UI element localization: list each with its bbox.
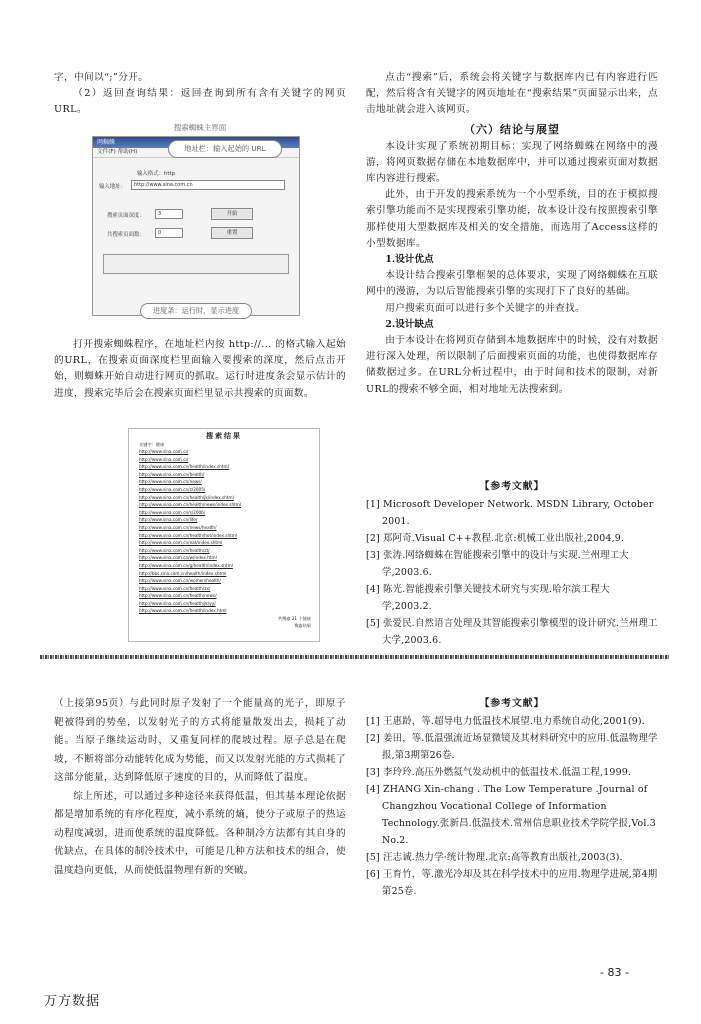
result-link: http://www.sina.com.cn/news/health/ (139, 524, 217, 530)
bottom-left-column (54, 695, 346, 880)
left-description (54, 337, 346, 402)
result-link: http://www.sina.com.cn/health/news/index.shtml (139, 502, 242, 508)
figure1-reset-button: 重置 (211, 227, 253, 239)
figure1-url-label: 输入地址： (99, 184, 126, 190)
figure1-callout-progress: 进度条：运行时，显示进度 (140, 303, 252, 319)
bottom-left-para-2: 综上所述，可以通过多种途径来获得低温，但其基本理论依据都是增加系统的有序化程度，减小系统的熵，使分子或原子的热运动程度减弱，进而使系统的温度降低。各种制冷方法都有其自身的优缺点，在具体的制冷技术中，可能是几种方法和技术的组合，使温度趋向更低，从而使低温物理有新的突破。 (54, 790, 346, 876)
reference-item: [5] 汪志诚.热力学·统计物理.北京:高等教育出版社,2003(3). (366, 852, 623, 863)
result-link: http://bbs.sina.com.cn/health/index.shtml (139, 570, 227, 576)
reference-item: [5] 张爱民.自然语言处理及其智能搜索引擎模型的设计研究.兰州理工大学,2003.6. (366, 618, 658, 646)
figure2-results (128, 428, 320, 642)
figure1-depth-label: 搜索页面深度： (107, 213, 145, 219)
references-top-list (366, 496, 658, 649)
references-bottom-list (366, 713, 658, 900)
figure2-link-list (129, 448, 319, 615)
figure1-depth-input: 3 (155, 209, 183, 219)
top-right-column (366, 70, 658, 398)
reference-item: [2] 姜田，等.低温强流近场显微镜及其材料研究中的应用.低温物理学报,第3期第26卷. (366, 733, 658, 761)
page-number: - 83 - (600, 966, 629, 979)
result-link: http://www.sina.com.cn/health/jk/yy/ (139, 600, 216, 606)
result-link: http://www.sina.com.cn/eat/index.shtml (139, 540, 223, 546)
figure2-footer: 共搜索 21 个链接 (277, 616, 311, 622)
top-left-line-2: （2）返回查询结果：返回查询到所有含有关键字的网页URL。 (54, 88, 346, 116)
top-left-column (54, 70, 346, 119)
references-bottom-title: 【参考文献】 (479, 698, 545, 709)
section-divider (40, 655, 670, 659)
result-link: http://www.sina.com.cn (139, 456, 189, 462)
subheading-disadvantages: 2.设计缺点 (385, 318, 434, 330)
result-link: http://www.sina.com.cn/health/index.html (139, 608, 227, 614)
reference-item: [2] 郑阿奇.Visual C++教程.北京:机械工业出版社,2004,9. (366, 533, 625, 544)
figure2-title: 搜索结果 (206, 431, 242, 440)
result-link: http://www.sina.com.cn/health/hot/index.shtml (139, 532, 238, 538)
reference-item: [3] 李玲玲.高压外燃氦气发动机中的低温技术.低温工程,1999. (366, 767, 632, 778)
reference-item: [4] ZHANG Xin-chang . The Low Temperature .Journal of Changzhou Vocational College of Information Technology.张新昌.低温技术.常州信息职业技术学院学报,Vol.3 No.2. (366, 784, 656, 846)
figure1-url-input: http://www.sina.com.cn (131, 180, 285, 190)
figure1-start-button: 开始 (211, 208, 253, 220)
figure1-callout-url: 地址栏：输入起始的 URL (168, 140, 282, 158)
result-link: http://www.sina.com.cn/health/zx/ (139, 585, 211, 591)
top-left-line-1: 字，中间以“;”分开。 (54, 72, 149, 83)
figure1-menubar: 文件(F) 帮助(H) (93, 148, 299, 158)
left-description-text: 打开搜索蜘蛛程序，在地址栏内按 http://... 的格式输入起始的URL，在搜索页面深度栏里面输入要搜索的深度，然后点击开始，则蜘蛛开始自动进行网页的抓取。运行时进度条会显示估计的进度，搜索完毕后会在搜索页面栏里显示共搜索的页面数。 (54, 339, 346, 399)
figure1-url-hint: 输入格式：http (137, 171, 176, 177)
result-link: http://www.sina.com.cn/health/zt/ (139, 547, 210, 553)
bottom-left-para-1: （上接第95页）与此同时原子发射了一个能量高的光子，即原子靶被得到的势垒，以发射光子的方式将能量散发出去，损耗了动能。当原子继续运动时，又重复同样的爬坡过程。原子总是在爬坡，不断将部分动能转化成为势能，而又以发射光能的方式损耗了这部分能量，达到降低原子速度的目的，从而降低了温度。 (54, 698, 346, 783)
result-link: http://www.sina.com.cn/w/index.html (139, 555, 217, 561)
figure2-header: 关键字：健康 (139, 442, 165, 447)
right-para-4: 本设计结合搜索引擎框架的总体要求，实现了网络蜘蛛在互联网中的漫游，为以后智能搜索引擎的实现打下了良好的基础。 (366, 270, 658, 298)
reference-item: [1] Microsoft Developer Network. MSDN Library, October 2001. (366, 499, 654, 527)
reference-item: [3] 张涛.网络蜘蛛在智能搜索引擎中的设计与实现.兰州理工大学,2003.6. (366, 550, 629, 578)
reference-item: [4] 陈光.智能搜索引擎关键技术研究与实现.哈尔滨工程大学,2003.2. (366, 584, 610, 612)
result-link: http://www.sina.com.cn/women/health/ (139, 578, 221, 584)
references-top (366, 478, 658, 649)
result-link: http://www.sina.com.cn/z/2005/ (139, 486, 206, 492)
references-bottom (366, 695, 658, 900)
result-link: http://www.sina.com.cn/health/jk/index.shtml (139, 494, 234, 500)
right-para-6: 由于本设计在将网页存储到本地数据库中的时候，没有对数据进行深入处理，所以限制了后面搜索页面的功能，也使得数据库存储数据过多。在URL分析过程中，由于时间和技术的限制，对新URL的搜索不够全面，相对地址无法搜索到。 (366, 335, 658, 395)
result-link: http://www.sina.com.cn/news/ (139, 479, 202, 485)
figure1-window (92, 136, 300, 316)
result-link: http://www.sina.com.cn (139, 449, 189, 454)
right-para-2: 本设计实现了系统初期目标：实现了网络蜘蛛在网络中的漫游，将网页数据存储在本地数据库中，并可以通过搜索页面对数据库内容进行搜索。 (366, 140, 658, 185)
result-link: http://www.sina.com.cn/health/ (139, 471, 205, 477)
figure1-caption: 搜索蜘蛛主界面 (173, 123, 227, 132)
section-heading: （六）结论与展望 (464, 122, 560, 136)
right-para-3: 此外，由于开发的搜索系统为一个小型系统，目的在于模拟搜索引擎功能而不是实现搜索引擎功能，故本设计没有按照搜索引擎那样使用大型数据库及相关的安全措施，而选用了Access这样的小型数据库。 (366, 189, 658, 249)
watermark-logo: 万方数据 (44, 994, 101, 1009)
result-link: http://www.sina.com.cn/health/news/ (139, 593, 217, 599)
figure2-footer2: 搜索结果 (294, 623, 311, 629)
figure1-progress-bar (103, 254, 289, 274)
result-link: http://www.sina.com.cn/s/2006/ (139, 509, 206, 515)
right-para-1: 点击“搜索”后，系统会将关键字与数据库内已有内容进行匹配，然后将含有关键字的网页地址在“搜索结果”页面显示出来，点击地址就会进入该网页。 (366, 72, 658, 116)
result-link: http://www.sina.com.cn/life/ (139, 517, 198, 523)
reference-item: [1] 王惠龄，等.超导电力低温技术展望.电力系统自动化,2001(9). (366, 716, 645, 727)
figure1-found-input: 0 (155, 228, 183, 238)
reference-item: [6] 王育竹，等.激光冷却及其在科学技术中的应用.物理学进展,第4期第25卷. (366, 869, 658, 897)
references-top-title: 【参考文献】 (479, 481, 545, 492)
subheading-advantages: 1.设计优点 (385, 254, 434, 266)
result-link: http://www.sina.com.cn/health/index.shtml (139, 464, 229, 470)
figure1-found-label: 共搜索页面数： (107, 232, 145, 238)
result-link: http://www.sina.com.cn/g/health/index.shtml (139, 562, 233, 568)
right-para-5: 用户搜索页面可以进行多个关键字的并查找。 (385, 302, 586, 314)
figure1-titlebar: 网蜘蛛 (93, 137, 299, 148)
